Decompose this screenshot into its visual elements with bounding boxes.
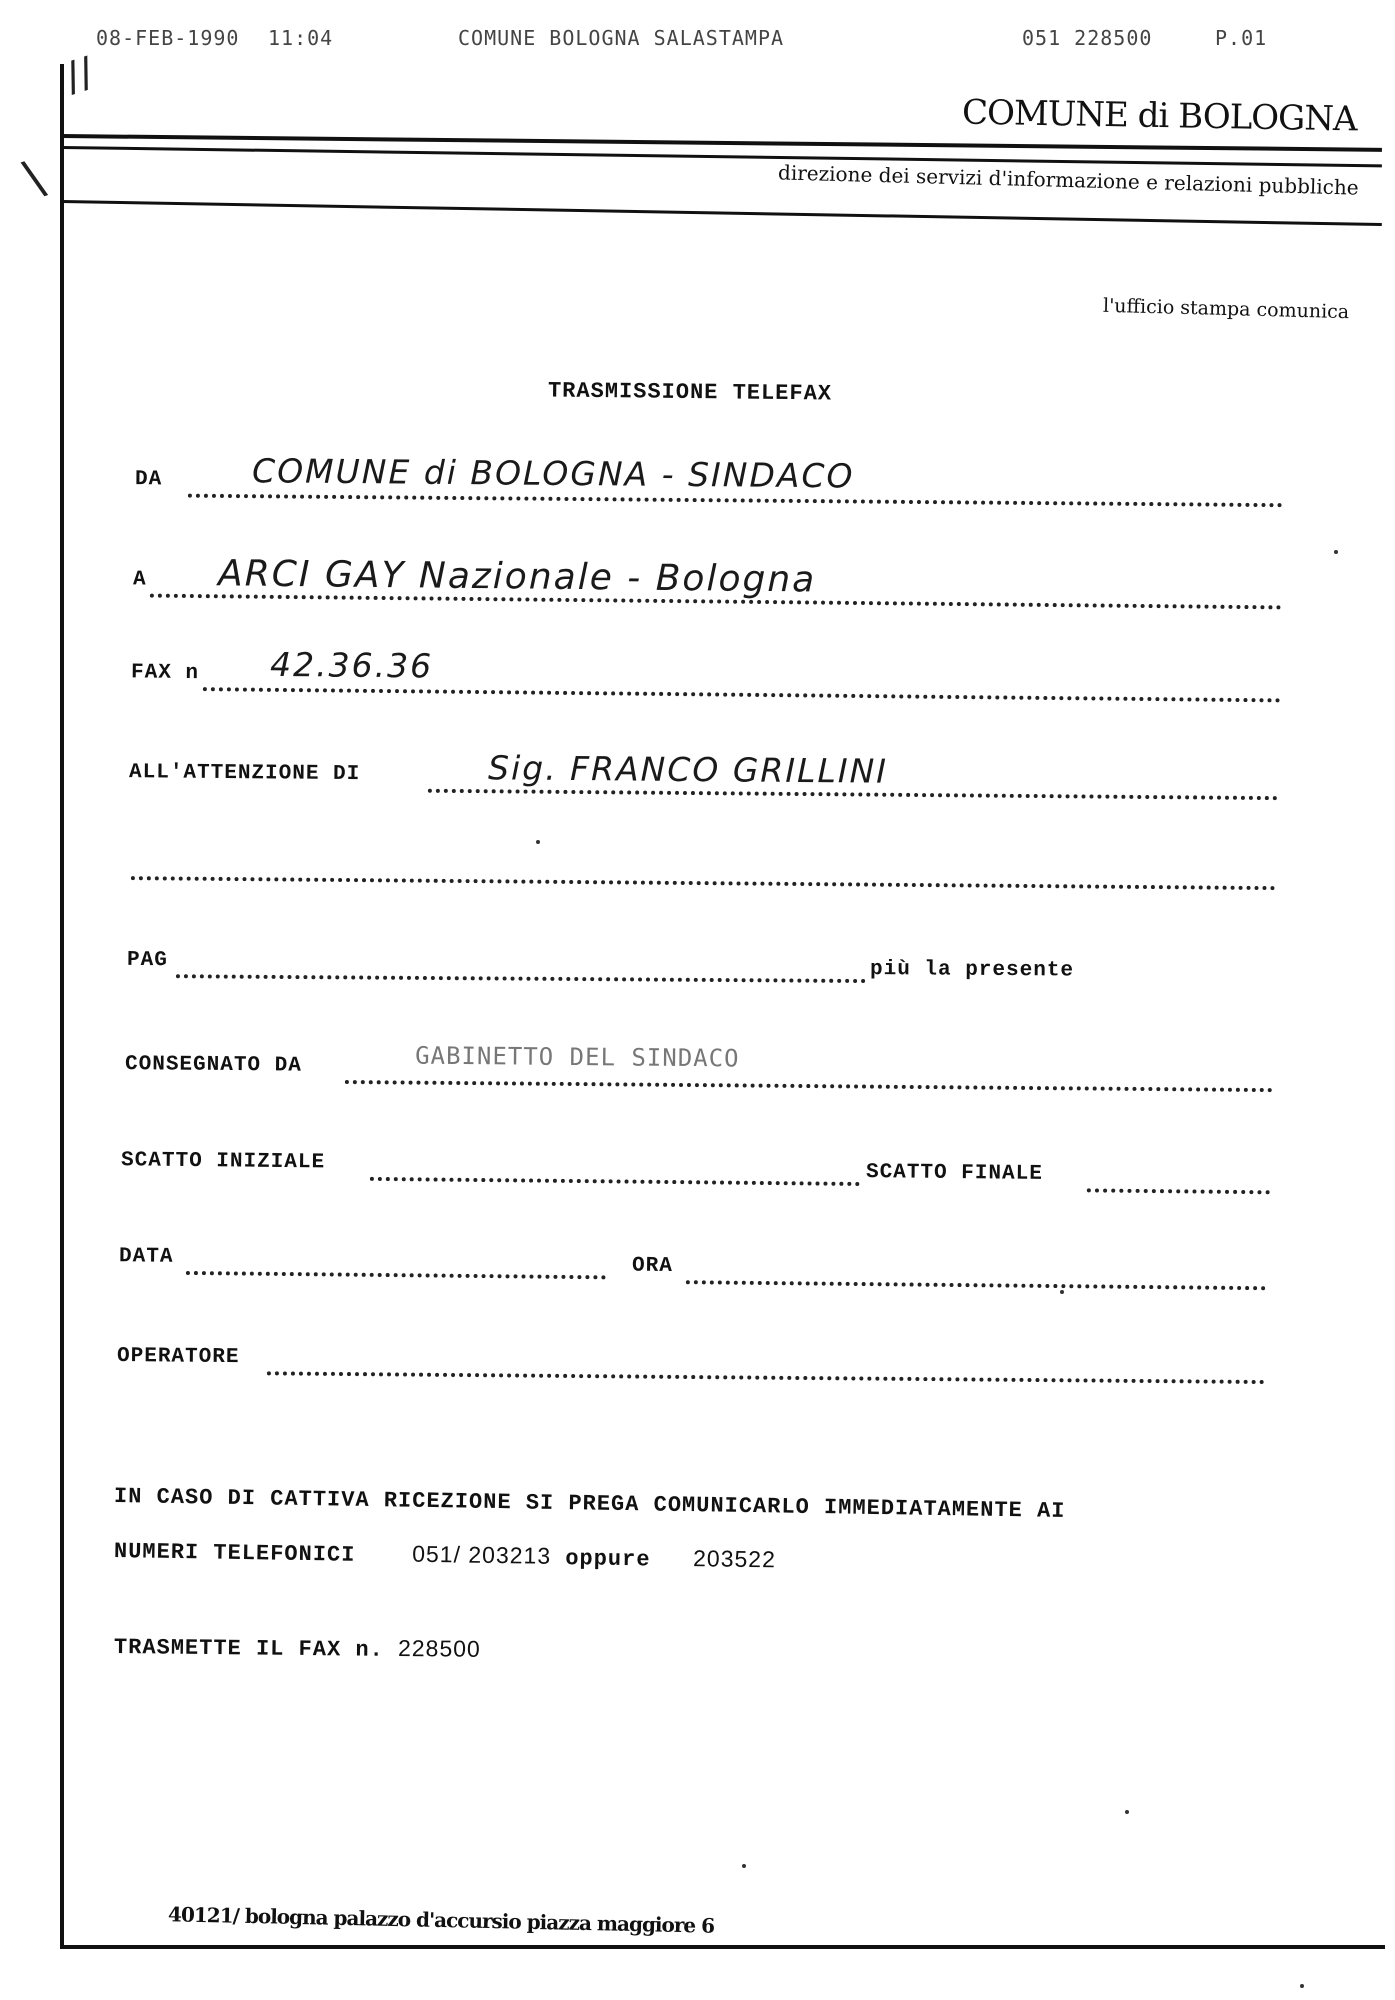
- scan-speck: [1334, 550, 1338, 554]
- dotted-line: [203, 684, 1281, 702]
- field-label-scatto-iniziale: SCATTO INIZIALE: [120, 1149, 326, 1175]
- fax-transmission-header: [0, 26, 1395, 56]
- field-value-attention: Sig. FRANCO GRILLINI: [487, 748, 889, 791]
- notice-oppure: oppure: [565, 1546, 651, 1573]
- notice-phone-2: 203522: [692, 1545, 777, 1573]
- field-value-fax: 42.36.36: [269, 644, 434, 686]
- scan-speck: [536, 840, 540, 844]
- field-value-consegnato: GABINETTO DEL SINDACO: [415, 1041, 740, 1073]
- dotted-line: [267, 1368, 1265, 1384]
- form-row-attention: [0, 748, 1395, 820]
- reception-notice-line1: IN CASO DI CATTIVA RICEZIONE SI PREGA COMUNICARLO IMMEDIATAMENTE AI: [113, 1484, 1066, 1524]
- footer-address: 40121/ bologna palazzo d'accursio piazza maggiore 6: [167, 1902, 715, 1938]
- fax-header-date: 08-FEB-1990: [96, 26, 240, 50]
- notice-phone-1: 051/ 203213: [412, 1540, 552, 1569]
- letterhead-title: COMUNE di BOLOGNA: [962, 92, 1358, 140]
- dotted-line: [186, 1268, 606, 1279]
- fax-header-page: P.01: [1215, 26, 1268, 50]
- field-label-attention: ALL'ATTENZIONE DI: [128, 761, 361, 787]
- form-row-consegnato: [0, 1040, 1395, 1112]
- scan-speck: [742, 1864, 746, 1868]
- letterhead-subtitle: direzione dei servizi d'informazione e relazioni pubbliche: [778, 160, 1360, 200]
- form-row-da: [0, 451, 1395, 527]
- field-label-data: DATA: [118, 1245, 174, 1269]
- field-label-a: A: [132, 568, 147, 592]
- dotted-line: [345, 1077, 1273, 1092]
- field-label-ora: ORA: [631, 1254, 673, 1279]
- dotted-line: [1087, 1185, 1270, 1194]
- dotted-line: [686, 1277, 1266, 1290]
- field-suffix-pag: più la presente: [869, 958, 1075, 983]
- form-row-operatore: [0, 1334, 1395, 1406]
- form-row-blank: [0, 838, 1395, 910]
- handwritten-mark: //: [59, 48, 100, 102]
- dotted-line: [176, 971, 866, 983]
- fax-header-phone: 051 228500: [1022, 26, 1153, 50]
- office-note: l'ufficio stampa comunica: [1102, 294, 1350, 324]
- field-label-scatto-finale: SCATTO FINALE: [865, 1161, 1043, 1186]
- transmit-line: [114, 1632, 481, 1664]
- scan-speck: [1125, 1810, 1129, 1814]
- fax-header-time: 11:04: [268, 26, 334, 50]
- field-label-da: DA: [134, 468, 163, 492]
- notice-prefix: NUMERI TELEFONICI: [113, 1539, 356, 1568]
- dotted-line: [131, 873, 1276, 890]
- form-row-pag: [0, 940, 1395, 1010]
- fax-header-sender: COMUNE BOLOGNA SALASTAMPA: [458, 26, 785, 50]
- field-value-a: ARCI GAY Nazionale - Bologna: [217, 553, 817, 601]
- document-title: TRASMISSIONE TELEFAX: [547, 378, 833, 407]
- transmit-number: 228500: [397, 1634, 481, 1662]
- field-label-fax: FAX n: [130, 661, 200, 686]
- scan-speck: [1060, 1290, 1064, 1294]
- handwritten-mark: \: [17, 148, 51, 208]
- field-label-operatore: OPERATORE: [116, 1345, 240, 1370]
- dotted-line: [370, 1174, 860, 1186]
- scan-speck: [1300, 1984, 1304, 1988]
- field-label-pag: PAG: [126, 948, 168, 973]
- field-value-da: COMUNE di BOLOGNA - SINDACO: [251, 451, 855, 496]
- field-label-consegnato: CONSEGNATO DA: [124, 1053, 302, 1078]
- transmit-label: TRASMETTE IL FAX n.: [113, 1635, 384, 1663]
